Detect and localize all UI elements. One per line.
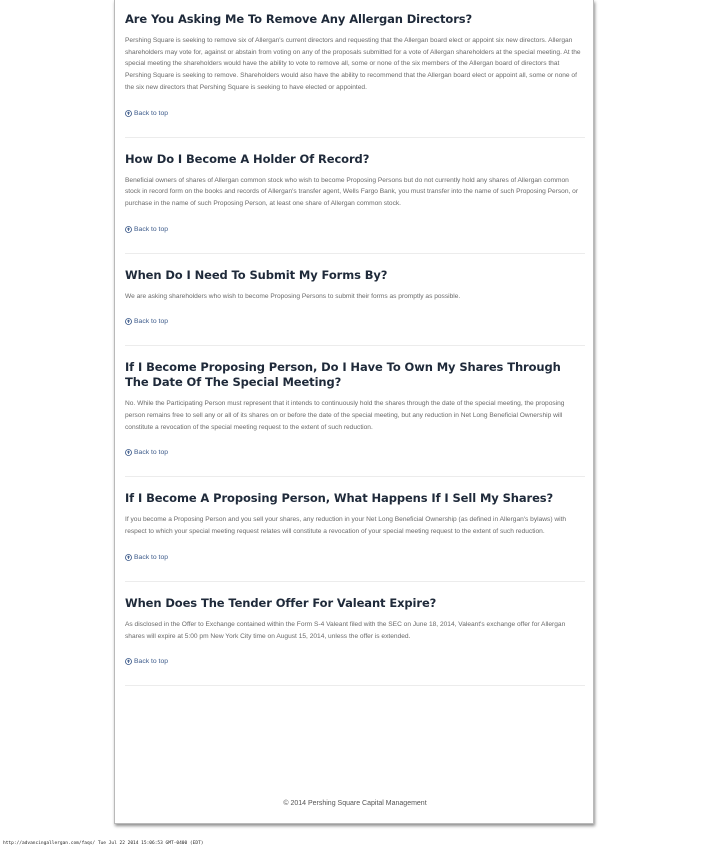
circle-arrow-up-icon [125,449,132,456]
site-footer: © 2014 Pershing Square Capital Management [283,800,427,807]
back-to-top-link[interactable] [125,658,168,665]
faq-question: How Do I Become A Holder Of Record? [125,151,370,166]
faq-item [125,12,585,138]
back-to-top-link[interactable] [125,226,168,233]
circle-arrow-up-icon [125,658,132,665]
back-to-top-label: Back to top [134,449,169,457]
print-url-timestamp: http://advancingallergan.com/faqs/ Tue Jul 22 2014 15:06:53 GMT-0400 (EDT) [3,841,204,846]
circle-arrow-up-icon [125,110,132,117]
circle-arrow-up-icon [125,226,132,233]
faq-item [125,491,585,581]
faq-list [125,12,585,700]
faq-answer: No. While the Participating Person must represent that it intends to continuously hold the shares through the date of the special meeting, the proposing person remains free to sell any or all of its shares on or before the date of the special meeting, but any reduction in Net Long Beneficial Ownership will constitute a revocation of the special meeting request to the extent of such reduction. [125,400,565,431]
faq-item [125,268,585,347]
faq-answer: If you become a Proposing Person and you sell your shares, any reduction in your Net Long Beneficial Ownership (as defined in Allergan's bylaws) with respect to which your special meeting request relates will constitute a revocation of your special meeting request to the extent of such reduction. [125,516,567,536]
back-to-top-link[interactable] [125,318,168,325]
faq-answer: Pershing Square is seeking to remove six of Allergan's current directors and requesting that the Allergan board elect or appoint six new directors. Allergan shareholders may vote for, against or abstain from voting on any of the proposals submitted for a vote of Allergan shareholders at the special meeting. At the special meeting the shareholders would have the ability to vote to remove all, some or none of the six members of the Allergan board of directors that Pershing Square is seeking to remove. Shareholders would also have the ability to recommend that the Allergan board elect or appoint all, some or none of the six new directors that Pershing Square is seeking to have elected or appointed. [125,37,581,91]
faq-question: When Does The Tender Offer For Valeant Expire? [125,595,437,610]
back-to-top-link[interactable] [125,554,168,561]
faq-item [125,152,585,254]
back-to-top-label: Back to top [134,553,169,561]
faq-card [114,0,594,824]
faq-item [125,596,585,686]
faq-question: When Do I Need To Submit My Forms By? [125,267,388,282]
back-to-top-label: Back to top [134,658,169,666]
faq-question: If I Become A Proposing Person, What Happens If I Sell My Shares? [125,491,554,506]
faq-answer: As disclosed in the Offer to Exchange contained within the Form S-4 Valeant filed with the SEC on June 18, 2014, Valeant's exchange offer for Allergan shares will expire at 5:00 pm New York City time on August 15, 2014, unless the offer is extended. [125,620,566,640]
circle-arrow-up-icon [125,318,132,325]
circle-arrow-up-icon [125,554,132,561]
back-to-top-link[interactable] [125,110,168,117]
faq-answer: Beneficial owners of shares of Allergan common stock who wish to become Proposing Persons but do not currently hold any shares of Allergan common stock in record form on the books and records of Allergan's transfer agent, Wells Fargo Bank, you must transfer into the name of such Proposing Person, or purchase in the name of such Proposing Person, at least one share of Allergan common stock. [125,176,579,207]
back-to-top-label: Back to top [134,109,169,117]
back-to-top-link[interactable] [125,449,168,456]
faq-question: If I Become Proposing Person, Do I Have To Own My Shares Through The Date Of The Special Meeting? [125,360,561,390]
back-to-top-label: Back to top [134,318,169,326]
back-to-top-label: Back to top [134,225,169,233]
faq-question: Are You Asking Me To Remove Any Allergan Directors? [125,12,473,26]
faq-item [125,360,585,477]
faq-answer: We are asking shareholders who wish to become Proposing Persons to submit their forms as promptly as possible. [125,292,461,300]
